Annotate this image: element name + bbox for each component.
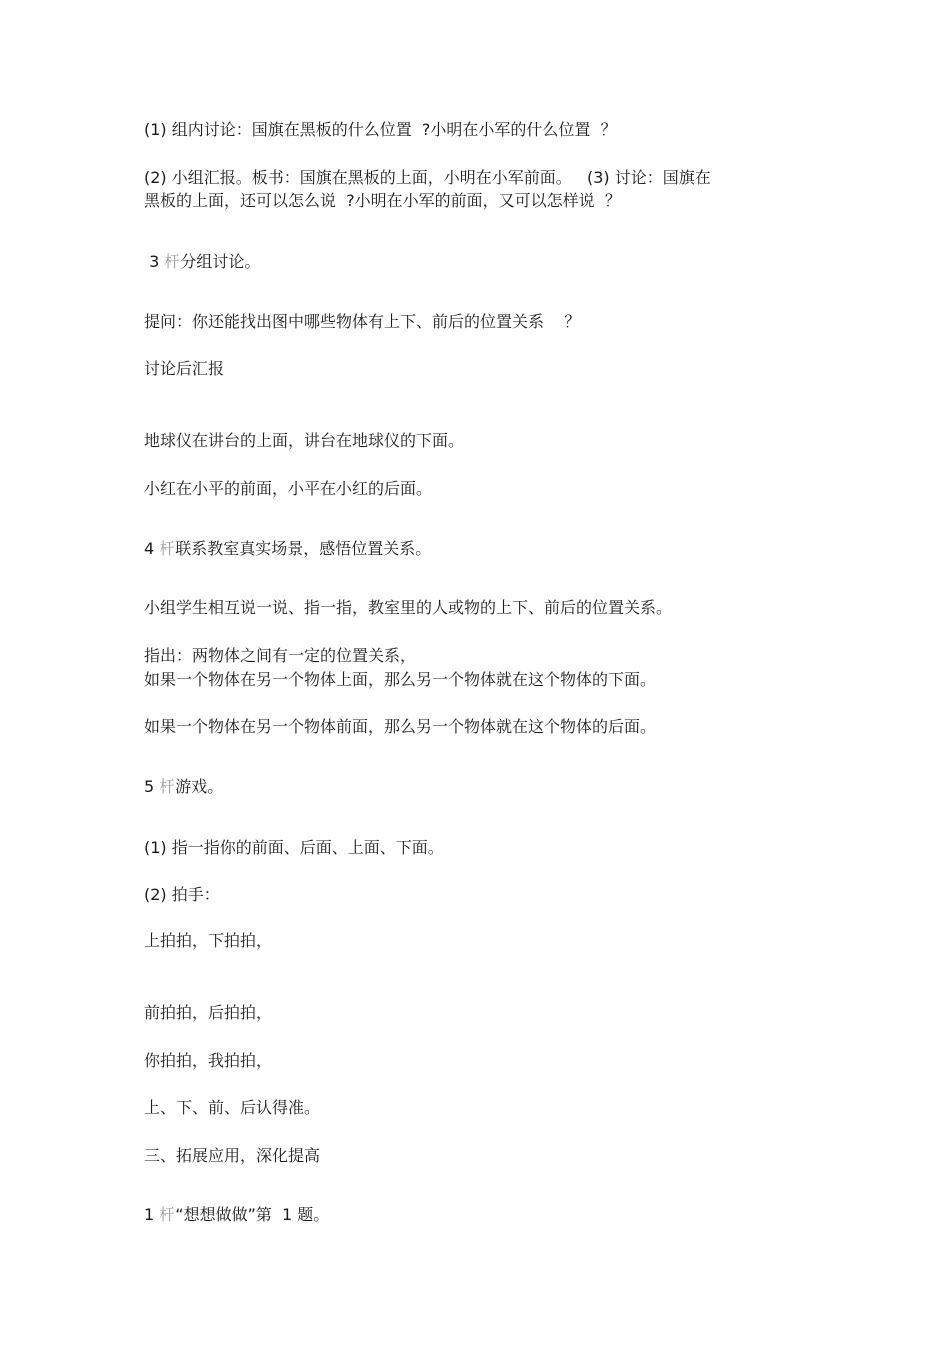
text-line: (1) 指一指你的前面、后面、上面、下面。 [144,838,444,857]
step-mark: 杆 [159,539,175,558]
step-heading [144,1204,329,1226]
text-line: 讨论后汇报 [144,359,225,378]
text-line: (2) 拍手： [144,885,220,904]
text-line: (1) 组内讨论：国旗在黑板的什么位置 ?小明在小军的什么位置 ？ [144,120,617,139]
text-line: 指出：两物体之间有一定的位置关系， [144,646,417,665]
step-heading [144,251,260,273]
step-mark: 杆 [159,1205,175,1224]
step-title: 分组讨论。 [180,252,261,271]
text-line: 小组学生相互说一说、指一指，教室里的人或物的上下、前后的位置关系。 [144,598,673,617]
text-line: (2) 小组汇报。板书：国旗在黑板的上面，小明在小军前面。 (3) 讨论：国旗在 [144,168,711,187]
text-line: 提问：你还能找出图中哪些物体有上下、前后的位置关系 ？ [144,312,581,331]
text-line: 上、下、前、后认得准。 [144,1098,321,1117]
text-line: 上拍拍，下拍拍， [144,931,273,950]
text-line: 如果一个物体在另一个物体前面，那么另一个物体就在这个物体的后面。 [144,717,657,736]
text-line: 前拍拍，后拍拍， [144,1003,273,1022]
step-heading [144,538,431,560]
step-number: 4 [144,539,160,558]
text-line: 地球仪在讲台的上面，讲台在地球仪的下面。 [144,431,465,450]
step-heading [144,776,223,798]
text-line: 如果一个物体在另一个物体上面，那么另一个物体就在这个物体的下面。 [144,670,657,689]
text-line: 你拍拍，我拍拍， [144,1051,273,1070]
step-mark: 杆 [164,252,180,271]
section-heading: 三、拓展应用，深化提高 [144,1146,321,1165]
step-title: 联系教室真实场景，感悟位置关系。 [175,539,432,558]
step-mark: 杆 [159,777,175,796]
step-number: 5 [144,777,160,796]
step-number: 3 [144,252,165,271]
step-title: 游戏。 [175,777,224,796]
step-number: 1 [144,1205,160,1224]
step-title: “想想做做”第 1 题。 [175,1205,330,1224]
text-line: 小红在小平的前面，小平在小红的后面。 [144,479,433,498]
text-line: 黑板的上面，还可以怎么说 ?小明在小军的前面，又可以怎样说 ？ [144,191,621,210]
